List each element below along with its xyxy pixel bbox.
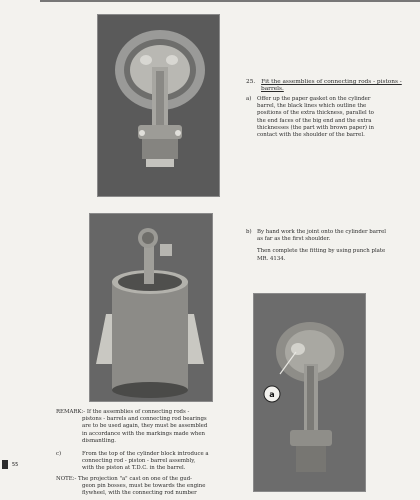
step-a-label: a) [246,96,252,102]
remark-line: in accordance with the markings made when [82,430,205,437]
section-25-heading [246,79,402,93]
step-a-line: contact with the shoulder of the barrel. [257,132,365,139]
step-b-line: MR. 4134. [257,255,286,262]
remark-line: REMARK:- If the assemblies of connecting rods - [56,409,190,415]
page-number-text: 55 [12,461,19,468]
step-c-line: with the piston at T.D.C. in the barrel. [82,465,186,472]
step-a-line: barrel, the black lines which outline the [257,103,367,110]
step-a-line: positions of the extra thickness, parallel to [257,110,374,117]
photo-piston-barrel-assembly [97,14,220,197]
step-a [246,96,416,146]
page-marker-bar [2,460,8,469]
step-a-line: thicknesses (the part with brown paper) in [257,124,374,131]
step-b [246,229,418,274]
section-number: 25. [246,79,256,85]
step-b-line: By hand work the joint onto the cylinder barrel [257,229,387,235]
remark-line: dismantling. [82,437,116,444]
step-c-line: connecting rod - piston - barrel assembly, [82,458,196,465]
section-title-line1: Fit the assemblies of connecting rods - pistons - [261,79,402,85]
remark-line: pistons - barrels and connecting rod bearings [82,416,207,423]
step-b-label: b) [246,229,252,235]
note [56,476,226,498]
section-title-line2: barrels. [261,86,284,92]
note-line: NOTE:- The projection "a" cast on one of the gud- [56,476,192,482]
top-rule [40,0,420,2]
step-b-text [257,229,386,263]
remark-line: are to be used again, they must be assembled [82,423,208,430]
note-line: geon pin bosses, must be towards the engine [82,483,206,490]
step-b-line: Then complete the fitting by using punch plate [257,248,386,255]
callout-a-label: a [269,390,275,399]
step-b-line: as far as the first shoulder. [257,236,331,243]
remark [56,409,226,445]
step-a-line: Offer up the paper gasket on the cylinder [257,96,371,102]
step-c [56,451,226,473]
step-a-text [257,96,374,139]
step-c-text [82,451,209,473]
photo-assembly-callout [253,293,366,492]
page-number [2,460,18,469]
step-a-line: the end faces of the big end and the extra [257,117,372,124]
note-line: flywheel, with the connecting rod number [82,490,197,497]
step-c-line: From the top of the cylinder block introduce a [82,451,209,457]
photo-rod-in-barrel-gasket [89,213,213,402]
step-c-label: c) [56,451,62,457]
